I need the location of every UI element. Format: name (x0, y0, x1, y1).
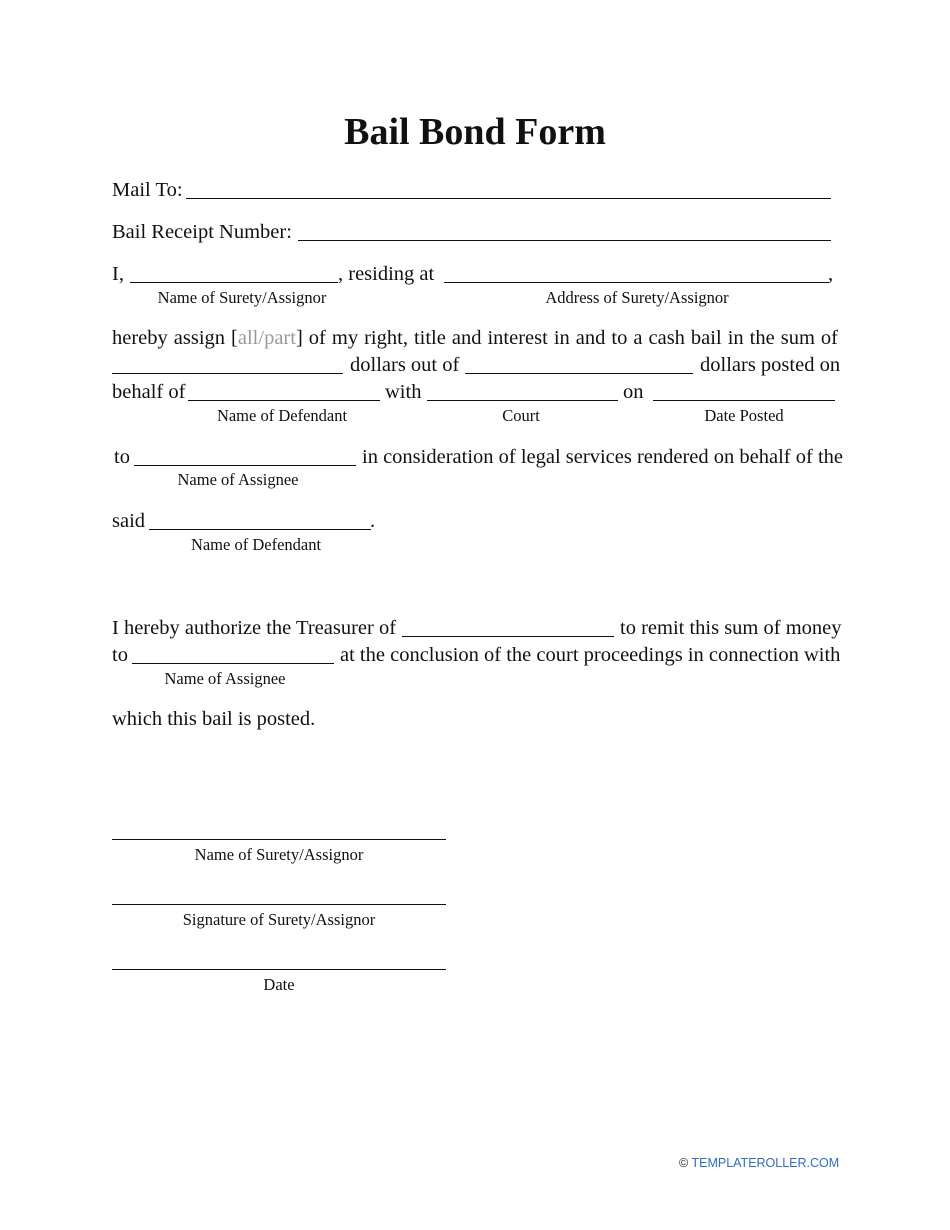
consideration-text: in consideration of legal services rendered on behalf of the (362, 446, 843, 468)
assign-line-1 (112, 325, 838, 352)
footer-brand[interactable] (679, 1156, 839, 1170)
dollars-out-of-text: dollars out of (350, 354, 460, 376)
said-defendant-field[interactable] (149, 529, 371, 530)
surety-name-label: Name of Surety/Assignor (157, 288, 327, 307)
all-part-option[interactable]: all/part (237, 327, 296, 349)
authorize-text-1: I hereby authorize the Treasurer of (112, 617, 397, 639)
bail-sum-field[interactable] (112, 373, 343, 374)
said-text: said (112, 510, 146, 532)
surety-address-field[interactable] (444, 282, 829, 283)
sig-signature-line[interactable] (112, 904, 446, 905)
sig-signature-label: Signature of Surety/Assignor (182, 910, 376, 929)
treasurer-field[interactable] (402, 636, 614, 637)
date-posted-field[interactable] (653, 400, 835, 401)
with-text: with (385, 381, 422, 403)
behalf-of-text: behalf of (112, 381, 186, 403)
surety-comma: , (828, 263, 834, 285)
surety-name-field[interactable] (130, 282, 338, 283)
mail-to-label: Mail To: (112, 179, 183, 201)
authorize-closing: which this bail is posted. (112, 708, 316, 730)
court-field[interactable] (427, 400, 618, 401)
authorize-to-text: to (112, 644, 128, 666)
court-label: Court (502, 406, 540, 425)
authorize-text-2: to remit this sum of money (620, 617, 842, 639)
assignee-name-field[interactable] (134, 465, 356, 466)
consideration-to-text: to (114, 446, 130, 468)
footer-brand-link[interactable]: TEMPLATEROLLER.COM (691, 1156, 840, 1170)
on-text: on (623, 381, 644, 403)
receipt-number-field[interactable] (298, 240, 831, 241)
sig-date-line[interactable] (112, 969, 446, 970)
defendant-name-field[interactable] (188, 400, 380, 401)
residing-at-text: , residing at (338, 263, 435, 285)
authorize-text-3: at the conclusion of the court proceedings in connection with (340, 644, 841, 666)
remit-assignee-field[interactable] (132, 663, 334, 664)
defendant-label: Name of Defendant (216, 406, 348, 425)
said-defendant-label: Name of Defendant (190, 535, 322, 554)
assign-text-after: ] of my right, title and interest in and to a cash bail in the sum of (295, 327, 838, 349)
mail-to-field[interactable] (186, 198, 831, 199)
surety-i-text: I, (112, 263, 124, 285)
said-period: . (370, 510, 376, 532)
page-title: Bail Bond Form (344, 111, 606, 153)
remit-assignee-label: Name of Assignee (164, 669, 286, 688)
bail-total-field[interactable] (465, 373, 693, 374)
date-posted-label: Date Posted (704, 406, 784, 425)
assignee-label: Name of Assignee (177, 470, 299, 489)
dollars-posted-on-text: dollars posted on (700, 354, 841, 376)
assign-text-before: hereby assign [ (112, 327, 238, 349)
surety-address-label: Address of Surety/Assignor (545, 288, 729, 307)
sig-name-line[interactable] (112, 839, 446, 840)
copyright-icon: © (679, 1156, 689, 1170)
sig-date-label: Date (263, 975, 295, 994)
sig-name-label: Name of Surety/Assignor (194, 845, 364, 864)
receipt-number-label: Bail Receipt Number: (112, 221, 292, 243)
